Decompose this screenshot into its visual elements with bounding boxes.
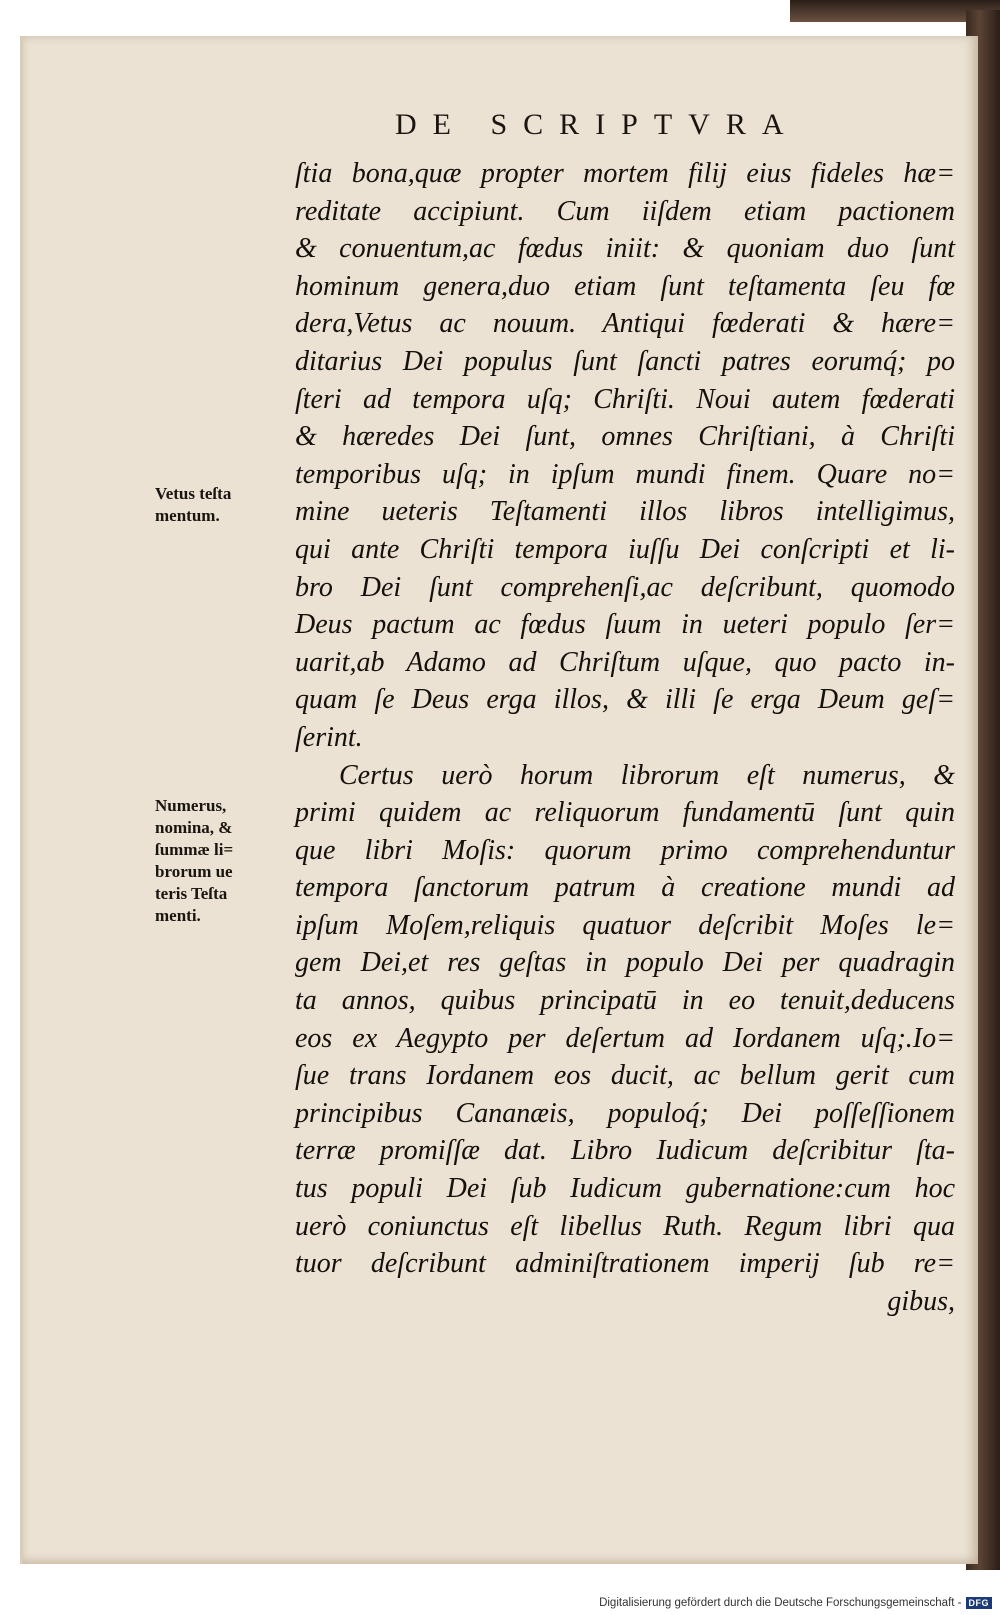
text-line: ta annos, quibus principatū in eo tenuit,deducens — [295, 985, 955, 1017]
text-line: temporibus uſq; in ipſum mundi finem. Quare no= — [295, 458, 955, 490]
text-line: dera,Vetus ac nouum. Antiqui fœderati & hære= — [295, 308, 955, 340]
margin-note-line: menti. — [155, 906, 201, 925]
margin-note-numerus-librorum — [155, 795, 295, 927]
text-line: terræ promiſſæ dat. Libro Iudicum deſcribitur ſta- — [295, 1135, 955, 1167]
text-line: primi quidem ac reliquorum fundamentū ſunt quin — [295, 797, 955, 829]
text-line: tempora ſanctorum patrum à creatione mundi ad — [295, 872, 955, 904]
margin-note-line: Vetus teſta — [155, 484, 232, 503]
digitization-credit — [599, 1593, 992, 1613]
margin-note-line: Numerus, — [155, 796, 227, 815]
text-line: tus populi Dei ſub Iudicum gubernatione:cum hoc — [295, 1173, 955, 1205]
text-line: ſtia bona,quæ propter mortem filij eius fideles hæ= — [295, 158, 955, 189]
margin-note-line: teris Teſta — [155, 884, 228, 903]
text-line: bro Dei ſunt comprehenſi,ac deſcribunt, quomodo — [295, 571, 955, 603]
margin-note-line: nomina, & — [155, 818, 233, 837]
text-line: ſue trans Iordanem eos ducit, ac bellum gerit cum — [295, 1060, 955, 1092]
text-line: qui ante Chriſti tempora iuſſu Dei conſcripti et li- — [295, 533, 955, 565]
text-line: & hæredes Dei ſunt, omnes Chriſtiani, à Chriſti — [295, 421, 955, 453]
margin-note-line: ſummæ li= — [155, 840, 234, 859]
text-line: hominum genera,duo etiam ſunt teſtamenta ſeu fœ — [295, 270, 955, 302]
text-line: ſerint. — [295, 721, 363, 753]
text-line: Deus pactum ac fœdus ſuum in ueteri populo ſer= — [295, 609, 955, 641]
text-line: principibus Cananæis, populoq́; Dei poſſeſſionem — [295, 1097, 955, 1129]
text-line: quam ſe Deus erga illos, & illi ſe erga Deum geſ= — [295, 684, 955, 716]
text-line: ſteri ad tempora uſq; Chriſti. Noui autem fœderati — [295, 383, 955, 415]
dfg-logo-icon: DFG — [966, 1597, 993, 1609]
catchword: gibus, — [887, 1285, 955, 1317]
text-line: uerò coniunctus eſt libellus Ruth. Regum libri qua — [295, 1210, 955, 1242]
text-line: ditarius Dei populus ſunt ſancti patres eorumq́; po — [295, 345, 955, 377]
text-line: eos ex Aegypto per deſertum ad Iordanem uſq;.Io= — [295, 1022, 955, 1054]
credit-text: Digitalisierung gefördert durch die Deutsche Forschungsgemeinschaft - — [599, 1597, 962, 1609]
body-text — [295, 155, 955, 1320]
text-line: Certus uerò horum librorum eſt numerus, & — [339, 759, 955, 791]
running-header: DE SCRIPTVRA — [395, 108, 800, 141]
margin-note-vetus-testamentum — [155, 483, 295, 527]
text-line: uarit,ab Adamo ad Chriſtum uſque, quo pacto in- — [295, 646, 955, 678]
text-line: reditate accipiunt. Cum iiſdem etiam pactionem — [295, 195, 955, 227]
margin-note-line: mentum. — [155, 506, 220, 525]
text-line: que libri Moſis: quorum primo comprehenduntur — [295, 834, 955, 866]
text-line: mine ueteris Teſtamenti illos libros intelligimus, — [295, 496, 955, 528]
text-line: gem Dei,et res geſtas in populo Dei per quadragin — [295, 947, 955, 979]
margin-note-line: brorum ue — [155, 862, 233, 881]
text-line: ipſum Moſem,reliquis quatuor deſcribit Moſes le= — [295, 909, 955, 941]
text-line: & conuentum,ac fœdus iniit: & quoniam duo ſunt — [295, 233, 955, 265]
text-line: tuor deſcribunt adminiſtrationem imperij ſub re= — [295, 1248, 955, 1280]
